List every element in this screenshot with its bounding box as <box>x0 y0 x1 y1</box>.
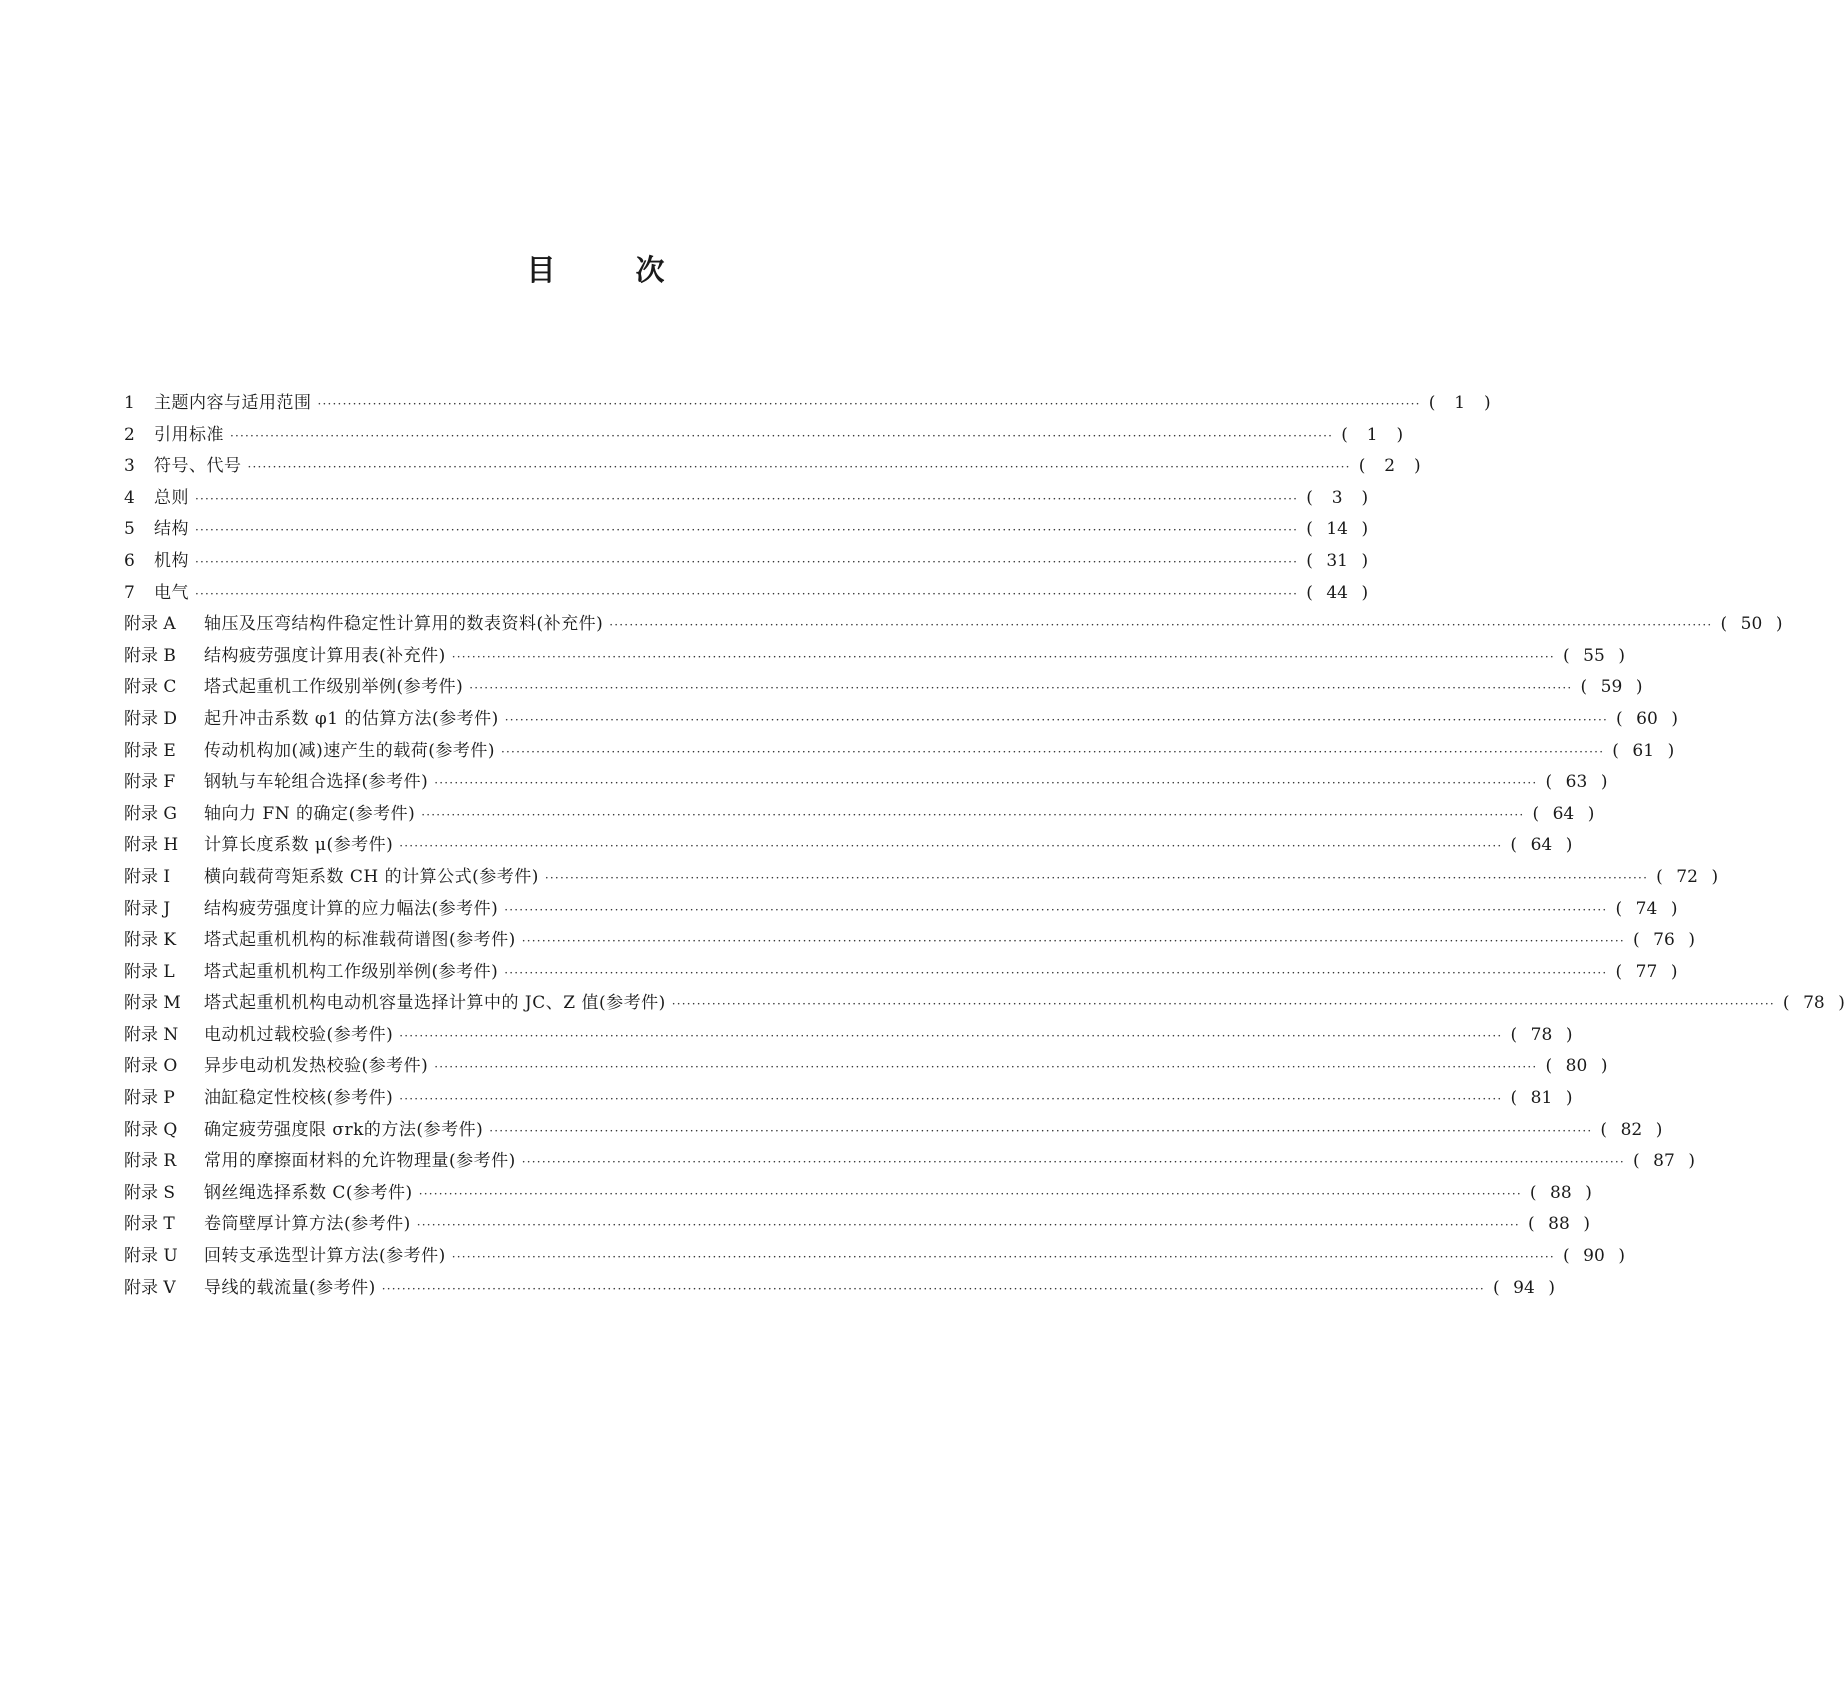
toc-entry-page <box>1656 862 1718 894</box>
toc-entry <box>124 420 1404 452</box>
toc-entry <box>124 830 1573 862</box>
toc-dot-leader: ···························································································································································································································· <box>434 776 1538 791</box>
toc-entry-title: 结构疲劳强度计算的应力幅法(参考件) <box>204 898 499 919</box>
toc-page-number: 77 <box>1635 961 1658 982</box>
toc-page-number: 90 <box>1583 1246 1605 1267</box>
toc-entry-number: 附录 P <box>124 1088 175 1109</box>
toc-entry <box>124 1178 1592 1210</box>
toc-entry-page <box>1306 578 1368 610</box>
toc-page-number: 72 <box>1676 866 1698 887</box>
toc-entry <box>124 1083 1573 1115</box>
toc-entry-title: 油缸稳定性校核(参考件) <box>204 1088 394 1109</box>
toc-page-open-paren: ( <box>1527 1214 1535 1235</box>
toc-page-number: 64 <box>1530 835 1553 856</box>
toc-page-close-paren: ) <box>1565 835 1573 856</box>
toc-page-open-paren: ( <box>1358 456 1366 477</box>
toc-entry-number: 附录 U <box>124 1246 178 1267</box>
toc-entry <box>124 1273 1555 1305</box>
toc-entry-number: 附录 G <box>124 803 177 824</box>
toc-entry-number: 5 <box>124 519 135 540</box>
toc-entry-number: 3 <box>124 456 135 477</box>
toc-entry-number: 附录 R <box>124 1151 177 1172</box>
toc-page-open-paren: ( <box>1720 614 1728 635</box>
toc-page-close-paren: ) <box>1671 708 1678 729</box>
toc-page-number: 1 <box>1366 424 1378 445</box>
toc-page-close-paren: ) <box>1618 645 1625 666</box>
toc-dot-leader: ···························································································································································································································· <box>469 681 1573 696</box>
toc-entry-page <box>1528 1209 1590 1241</box>
toc-entry-title: 钢轨与车轮组合选择(参考件) <box>204 772 429 793</box>
toc-dot-leader: ···························································································································································································································· <box>504 965 1608 980</box>
toc-entry <box>124 388 1491 420</box>
toc-entry <box>124 578 1369 610</box>
toc-page-open-paren: ( <box>1632 1151 1640 1172</box>
toc-page-open-paren: ( <box>1656 866 1663 887</box>
toc-entry-title: 塔式起重机工作级别举例(参考件) <box>204 677 464 698</box>
toc-entry-number: 附录 J <box>124 898 171 919</box>
toc-page-close-paren: ) <box>1600 772 1608 793</box>
toc-dot-leader: ···························································································································································································································· <box>421 807 1525 822</box>
toc-page-number: 82 <box>1620 1119 1643 1140</box>
toc-entry <box>124 1020 1573 1052</box>
toc-page-open-paren: ( <box>1428 393 1436 413</box>
toc-page-number: 64 <box>1552 803 1575 824</box>
toc-entry-page <box>1600 1115 1662 1147</box>
toc-page-number: 44 <box>1326 582 1348 603</box>
toc-page-close-paren: ) <box>1414 456 1421 477</box>
toc-entry-number: 附录 C <box>124 677 177 698</box>
toc-page-close-paren: ) <box>1655 1119 1663 1140</box>
toc-entry-page <box>1563 641 1625 673</box>
toc-page-open-paren: ( <box>1510 1088 1518 1109</box>
toc-page-close-paren: ) <box>1361 550 1369 571</box>
toc-page-open-paren: ( <box>1632 930 1640 951</box>
toc-entry-page <box>1532 799 1594 831</box>
toc-page-close-paren: ) <box>1670 961 1678 982</box>
toc-entry-number: 附录 E <box>124 740 176 761</box>
toc-page-number: 31 <box>1326 550 1348 571</box>
toc-entry-title: 塔式起重机机构电动机容量选择计算中的 JC、Z 值(参考件) <box>204 993 666 1014</box>
toc-entry-number: 附录 V <box>124 1277 176 1298</box>
toc-page-number: 63 <box>1565 772 1588 793</box>
toc-page-number: 59 <box>1600 677 1623 698</box>
toc-dot-leader: ···························································································································································································································· <box>521 934 1625 949</box>
toc-entry-number: 附录 S <box>124 1182 176 1203</box>
toc-entry-page <box>1580 672 1642 704</box>
table-of-contents <box>124 388 1845 1304</box>
toc-page-number: 81 <box>1530 1088 1553 1109</box>
toc-page-number: 76 <box>1653 930 1675 951</box>
toc-entry-title: 确定疲劳强度限 σrk的方法(参考件) <box>204 1119 484 1140</box>
toc-entry-page <box>1341 420 1403 452</box>
toc-page-number: 94 <box>1513 1277 1535 1298</box>
toc-entry <box>124 704 1678 736</box>
toc-entry-title: 结构疲劳强度计算用表(补充件) <box>204 645 446 666</box>
toc-entry-number: 附录 F <box>124 772 176 793</box>
toc-dot-leader: ···························································································································································································································· <box>671 997 1775 1012</box>
toc-page-open-paren: ( <box>1562 645 1570 666</box>
toc-entry-number: 附录 T <box>124 1214 175 1235</box>
toc-page-number: 88 <box>1550 1182 1572 1203</box>
toc-page-close-paren: ) <box>1396 424 1404 445</box>
toc-entry-title: 机构 <box>154 550 189 571</box>
toc-page-number: 14 <box>1326 519 1348 540</box>
toc-page-number: 55 <box>1583 645 1605 666</box>
toc-page-close-paren: ) <box>1618 1246 1625 1267</box>
toc-page-number: 1 <box>1454 393 1466 413</box>
toc-entry <box>124 609 1783 641</box>
toc-entry-title: 轴向力 FN 的确定(参考件) <box>204 803 416 824</box>
toc-dot-leader: ···························································································································································································································· <box>317 397 1421 411</box>
toc-dot-leader: ···························································································································································································································· <box>504 902 1608 917</box>
toc-page-close-paren: ) <box>1548 1277 1555 1298</box>
toc-page-number: 60 <box>1636 708 1658 729</box>
toc-entry-title: 符号、代号 <box>154 456 242 477</box>
toc-page-close-paren: ) <box>1838 993 1845 1014</box>
toc-page-open-paren: ( <box>1612 740 1619 761</box>
toc-entry <box>124 799 1595 831</box>
toc-entry <box>124 1209 1590 1241</box>
toc-entry-title: 轴压及压弯结构件稳定性计算用的数表资料(补充件) <box>204 614 604 635</box>
toc-entry-title: 导线的载流量(参考件) <box>204 1277 376 1298</box>
toc-page-number: 80 <box>1565 1056 1588 1077</box>
toc-page-number: 78 <box>1803 993 1825 1014</box>
toc-entry-page <box>1545 767 1607 799</box>
page-title <box>0 248 1191 289</box>
toc-entry <box>124 483 1369 515</box>
toc-entry <box>124 1051 1608 1083</box>
toc-entry-number: 附录 I <box>124 866 171 887</box>
toc-entry-title: 传动机构加(减)速产生的载荷(参考件) <box>204 740 496 761</box>
toc-page-open-paren: ( <box>1306 487 1313 508</box>
toc-entry-title: 塔式起重机机构的标准载荷谱图(参考件) <box>204 930 516 951</box>
toc-page-close-paren: ) <box>1484 393 1491 413</box>
toc-page-open-paren: ( <box>1615 961 1623 982</box>
toc-entry <box>124 546 1369 578</box>
toc-entry-number: 附录 M <box>124 993 181 1014</box>
toc-entry-title: 引用标准 <box>154 424 224 445</box>
toc-page-open-paren: ( <box>1529 1182 1537 1203</box>
toc-entry-page <box>1359 451 1421 483</box>
toc-entry-title: 异步电动机发热校验(参考件) <box>204 1056 429 1077</box>
toc-entry-title: 结构 <box>154 519 189 540</box>
toc-dot-leader: ···························································································································································································································· <box>451 649 1555 664</box>
toc-entry-number: 附录 N <box>124 1024 179 1045</box>
toc-dot-leader: ···························································································································································································································· <box>230 428 1334 443</box>
toc-entry-page <box>1306 483 1368 515</box>
toc-page-open-paren: ( <box>1306 519 1313 540</box>
toc-page-number: 61 <box>1632 740 1655 761</box>
toc-entry <box>124 641 1625 673</box>
toc-page-close-paren: ) <box>1711 866 1719 887</box>
toc-page-open-paren: ( <box>1510 1024 1518 1045</box>
toc-page-open-paren: ( <box>1782 993 1790 1014</box>
toc-page-close-paren: ) <box>1688 1151 1695 1172</box>
toc-entry-title: 总则 <box>154 487 189 508</box>
toc-page-close-paren: ) <box>1361 582 1369 603</box>
toc-page-close-paren: ) <box>1587 803 1595 824</box>
toc-entry-page <box>1720 609 1782 641</box>
toc-entry-number: 附录 L <box>124 961 175 982</box>
toc-entry-title: 回转支承选型计算方法(参考件) <box>204 1246 446 1267</box>
toc-dot-leader: ···························································································································································································································· <box>195 554 1299 569</box>
toc-entry <box>124 862 1719 894</box>
toc-entry-number: 7 <box>124 582 135 603</box>
toc-page-open-paren: ( <box>1306 550 1313 571</box>
toc-dot-leader: ···························································································································································································································· <box>399 839 1503 854</box>
toc-entry-number: 附录 D <box>124 708 178 729</box>
toc-entry-number: 6 <box>124 550 135 571</box>
toc-entry-title: 起升冲击系数 φ1 的估算方法(参考件) <box>204 708 499 729</box>
toc-page-number: 74 <box>1635 898 1658 919</box>
toc-page-close-paren: ) <box>1361 487 1369 508</box>
toc-entry-title: 电动机过载校验(参考件) <box>204 1024 394 1045</box>
toc-entry-page <box>1545 1051 1607 1083</box>
toc-entry-page <box>1429 388 1491 420</box>
toc-page-open-paren: ( <box>1600 1119 1608 1140</box>
toc-page-open-paren: ( <box>1562 1246 1570 1267</box>
toc-page-open-paren: ( <box>1545 1056 1553 1077</box>
toc-page-close-paren: ) <box>1635 677 1643 698</box>
toc-dot-leader: ···························································································································································································································· <box>609 618 1713 633</box>
toc-entry-number: 4 <box>124 487 135 508</box>
toc-page-close-paren: ) <box>1585 1182 1592 1203</box>
toc-entry-title: 常用的摩擦面材料的允许物理量(参考件) <box>204 1151 516 1172</box>
toc-dot-leader: ···························································································································································································································· <box>544 870 1649 885</box>
toc-entry-page <box>1510 1020 1572 1052</box>
toc-entry-page <box>1633 1146 1695 1178</box>
toc-page-open-paren: ( <box>1615 898 1623 919</box>
toc-entry-number: 附录 B <box>124 645 176 666</box>
toc-entry-page <box>1510 1083 1572 1115</box>
toc-dot-leader: ···························································································································································································································· <box>399 1092 1503 1107</box>
toc-entry-number: 附录 Q <box>124 1119 178 1140</box>
toc-page-number: 78 <box>1530 1024 1553 1045</box>
toc-page-close-paren: ) <box>1600 1056 1608 1077</box>
toc-entry-title: 钢丝绳选择系数 C(参考件) <box>204 1182 413 1203</box>
toc-page-number: 88 <box>1548 1214 1570 1235</box>
toc-entry <box>124 894 1678 926</box>
toc-entry-page <box>1306 514 1368 546</box>
toc-page-close-paren: ) <box>1775 614 1783 635</box>
toc-page-open-paren: ( <box>1341 424 1348 445</box>
toc-page-open-paren: ( <box>1510 835 1518 856</box>
toc-page-close-paren: ) <box>1565 1088 1573 1109</box>
toc-entry-page <box>1510 830 1572 862</box>
toc-page-number: 2 <box>1384 456 1396 477</box>
toc-entry <box>124 672 1643 704</box>
toc-entry-title: 卷筒壁厚计算方法(参考件) <box>204 1214 411 1235</box>
toc-entry-number: 附录 H <box>124 835 179 856</box>
toc-dot-leader: ···························································································································································································································· <box>434 1060 1538 1075</box>
toc-entry <box>124 1241 1625 1273</box>
toc-page-close-paren: ) <box>1670 898 1678 919</box>
toc-dot-leader: ···························································································································································································································· <box>451 1250 1555 1265</box>
toc-entry-page <box>1612 736 1674 768</box>
toc-page-open-paren: ( <box>1545 772 1553 793</box>
toc-dot-leader: ···························································································································································································································· <box>247 460 1351 475</box>
toc-page-open-paren: ( <box>1492 1277 1500 1298</box>
toc-entry-title: 主题内容与适用范围 <box>154 393 312 413</box>
toc-page-open-paren: ( <box>1580 677 1588 698</box>
toc-page-number: 50 <box>1740 614 1763 635</box>
toc-entry-page <box>1783 988 1845 1020</box>
toc-dot-leader: ···························································································································································································································· <box>418 1186 1522 1201</box>
toc-page-close-paren: ) <box>1565 1024 1573 1045</box>
toc-page-number: 3 <box>1331 487 1343 508</box>
toc-dot-leader: ···························································································································································································································· <box>195 491 1299 506</box>
toc-entry-page <box>1633 925 1695 957</box>
toc-entry-number: 附录 O <box>124 1056 178 1077</box>
toc-page-close-paren: ) <box>1583 1214 1590 1235</box>
toc-entry <box>124 514 1369 546</box>
toc-entry-title: 计算长度系数 μ(参考件) <box>204 835 394 856</box>
toc-page-open-paren: ( <box>1615 708 1623 729</box>
toc-entry <box>124 736 1675 768</box>
toc-entry <box>124 988 1845 1020</box>
page-title-left: 目 <box>526 253 556 287</box>
toc-entry <box>124 925 1695 957</box>
toc-dot-leader: ···························································································································································································································· <box>489 1123 1593 1138</box>
toc-page-close-paren: ) <box>1361 519 1369 540</box>
toc-page-number: 87 <box>1653 1151 1675 1172</box>
toc-page-open-paren: ( <box>1306 582 1313 603</box>
toc-entry-page <box>1616 704 1678 736</box>
toc-entry-title: 横向载荷弯矩系数 CH 的计算公式(参考件) <box>204 866 539 887</box>
toc-page-open-paren: ( <box>1532 803 1540 824</box>
toc-dot-leader: ···························································································································································································································· <box>195 586 1299 601</box>
toc-entry <box>124 1115 1663 1147</box>
toc-entry <box>124 451 1421 483</box>
toc-entry-number: 2 <box>124 424 135 445</box>
toc-entry-page <box>1530 1178 1592 1210</box>
toc-dot-leader: ···························································································································································································································· <box>195 523 1299 538</box>
toc-dot-leader: ···························································································································································································································· <box>504 712 1608 727</box>
toc-entry-page <box>1306 546 1368 578</box>
toc-dot-leader: ···························································································································································································································· <box>501 744 1605 759</box>
toc-entry <box>124 767 1608 799</box>
toc-entry-number: 附录 K <box>124 930 177 951</box>
toc-entry-title: 塔式起重机机构工作级别举例(参考件) <box>204 961 499 982</box>
toc-entry <box>124 1146 1695 1178</box>
toc-entry-page <box>1563 1241 1625 1273</box>
toc-dot-leader: ···························································································································································································································· <box>399 1028 1503 1043</box>
toc-page-close-paren: ) <box>1667 740 1675 761</box>
toc-entry-page <box>1615 894 1677 926</box>
toc-entry-title: 电气 <box>154 582 189 603</box>
page-title-right: 次 <box>635 253 665 287</box>
toc-entry-number: 1 <box>124 393 135 413</box>
toc-dot-leader: ···························································································································································································································· <box>381 1281 1485 1296</box>
toc-entry-number: 附录 A <box>124 614 176 635</box>
toc-dot-leader: ···························································································································································································································· <box>416 1218 1520 1233</box>
toc-page-close-paren: ) <box>1688 930 1695 951</box>
toc-entry-page <box>1493 1273 1555 1305</box>
toc-entry-page <box>1615 957 1677 989</box>
toc-dot-leader: ···························································································································································································································· <box>521 1155 1625 1170</box>
toc-entry <box>124 957 1678 989</box>
